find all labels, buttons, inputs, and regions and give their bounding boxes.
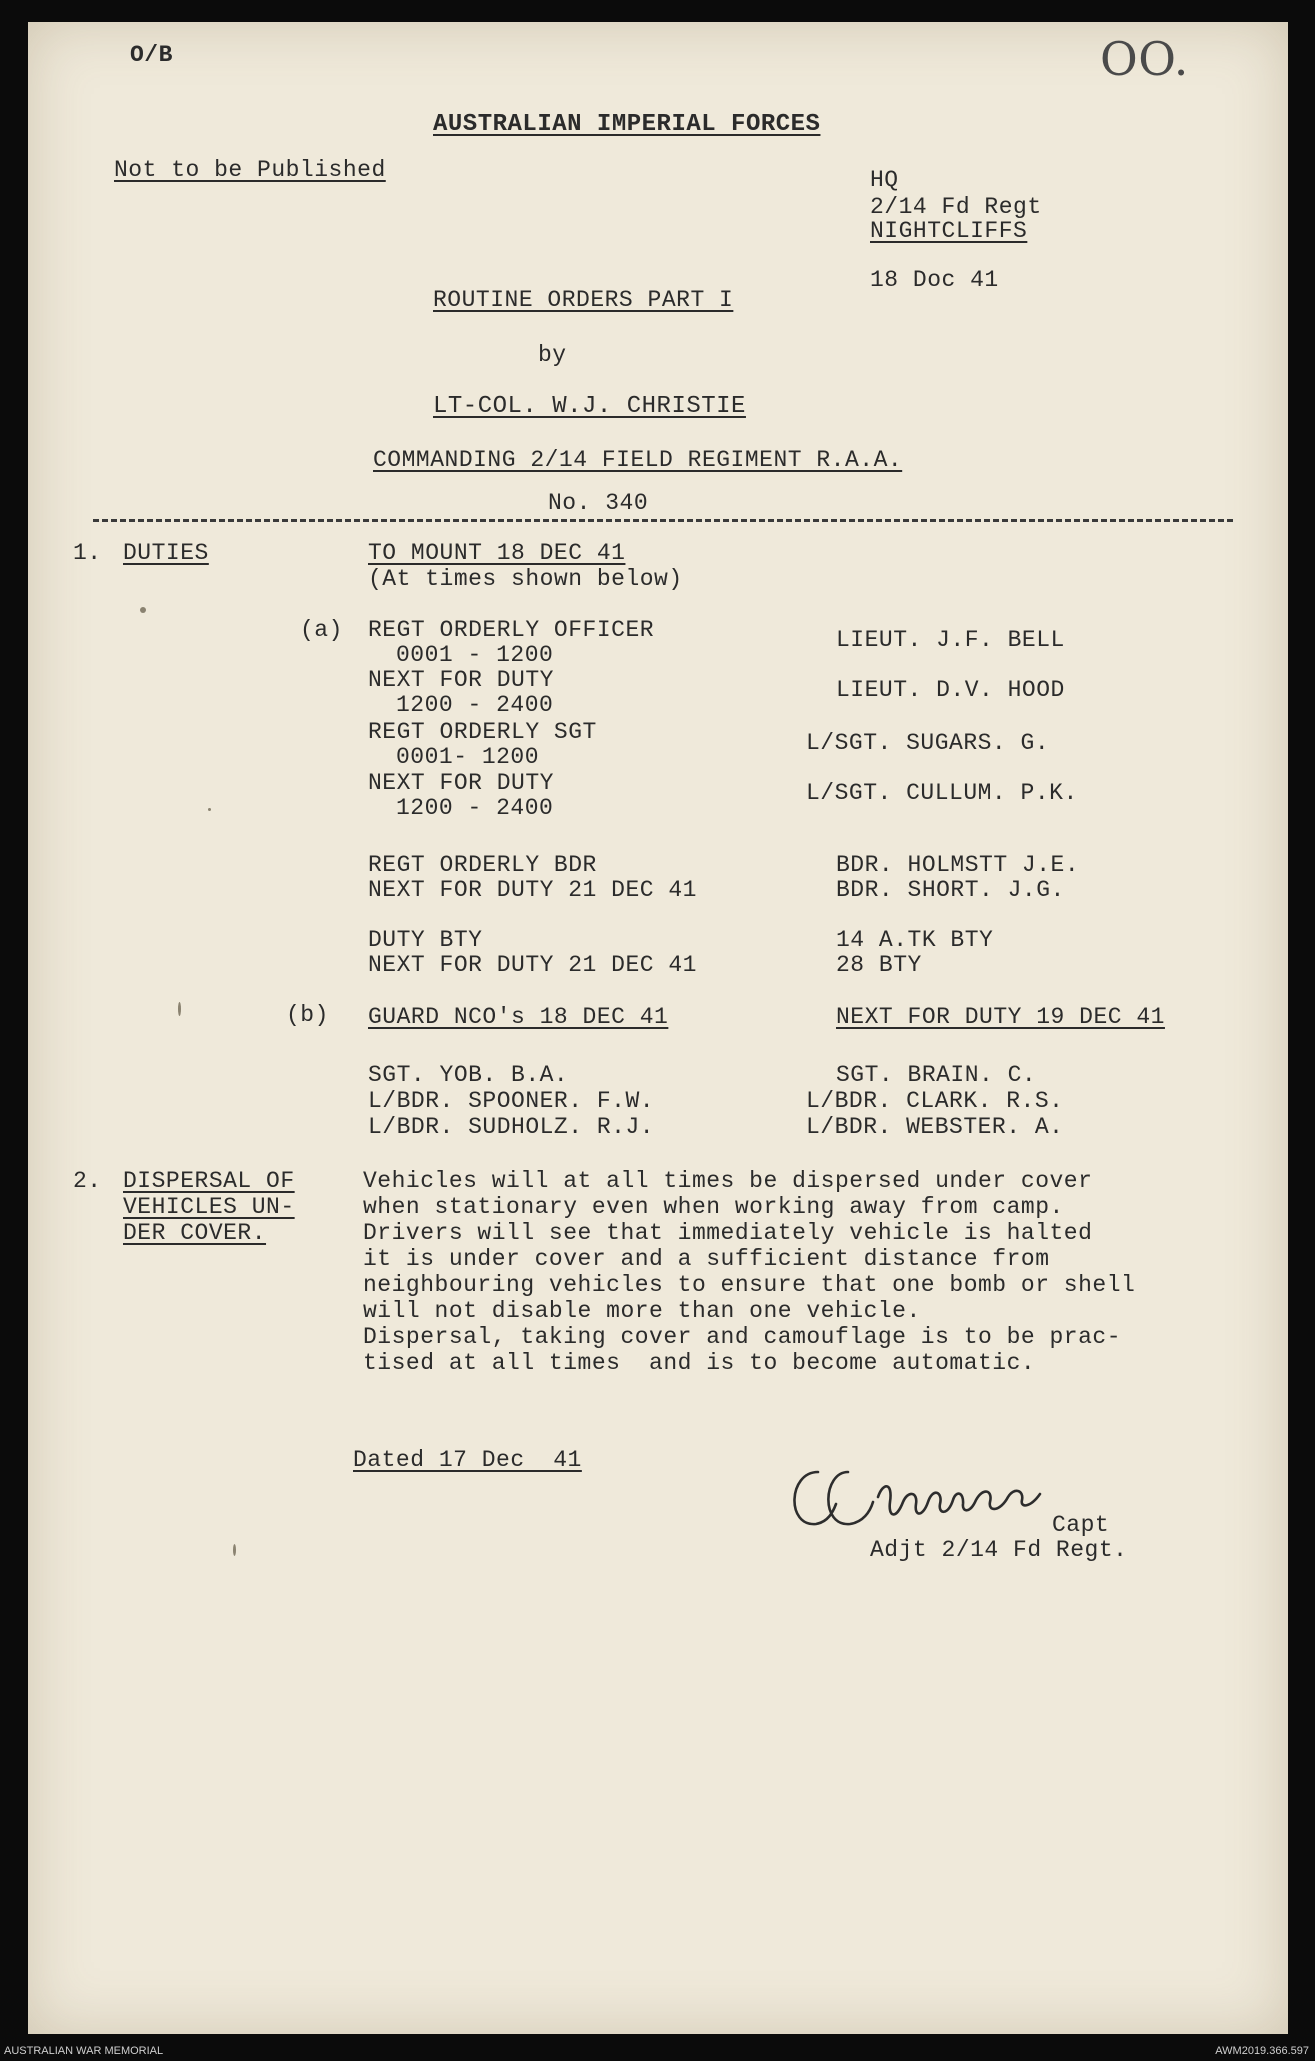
heading-line-3: LT-COL. W.J. CHRISTIE (433, 393, 746, 420)
section-2-label-1: DISPERSAL OF (123, 1168, 295, 1194)
signatory-rank: Capt (1052, 1512, 1110, 1538)
hq-line-1: HQ (870, 167, 899, 193)
guard-name-left: L/BDR. SPOONER. F.W. (368, 1088, 655, 1114)
bdr-role: REGT ORDERLY BDR (368, 852, 597, 878)
duty-name: LIEUT. J.F. BELL (836, 627, 1065, 653)
order-number: No. 340 (548, 490, 649, 516)
hq-line-3: NIGHTCLIFFS (870, 218, 1028, 244)
duty-time: 0001 - 1200 (396, 642, 554, 668)
dated-line: Dated 17 Dec 41 (353, 1447, 582, 1473)
sub-a-label: (a) (300, 617, 343, 643)
dispersal-line: Drivers will see that immediately vehicle is halted (363, 1220, 1093, 1246)
heading-line-4: COMMANDING 2/14 FIELD REGIMENT R.A.A. (373, 447, 903, 473)
duty-role: REGT ORDERLY OFFICER (368, 617, 655, 643)
document-page (28, 22, 1288, 2034)
heading-line-1: ROUTINE ORDERS PART I (433, 287, 734, 313)
credit-left: AUSTRALIAN WAR MEMORIAL (4, 2045, 164, 2057)
dispersal-line: it is under cover and a sufficient distance from (363, 1246, 1050, 1272)
dispersal-line: will not disable more than one vehicle. (363, 1298, 921, 1324)
heading-line-2: by (538, 342, 567, 368)
corner-mark: OO. (1100, 32, 1189, 86)
guard-name-right: L/BDR. WEBSTER. A. (806, 1114, 1064, 1140)
paper-speck (208, 808, 211, 811)
credit-right: AWM2019.366.597 (1215, 2045, 1309, 2057)
duty-time: 0001- 1200 (396, 744, 540, 770)
paper-speck (178, 1002, 181, 1016)
document-title: AUSTRALIAN IMPERIAL FORCES (433, 111, 821, 138)
section-2-label-2: VEHICLES UN- (123, 1194, 295, 1220)
document-date: 18 Doc 41 (870, 267, 999, 293)
dispersal-line: Vehicles will at all times be dispersed under cover (363, 1168, 1093, 1194)
signatory-role: Adjt 2/14 Fd Regt. (870, 1537, 1128, 1563)
guard-heading: GUARD NCO's 18 DEC 41 (368, 1004, 669, 1030)
bty-name-1: 14 A.TK BTY (836, 927, 994, 953)
dispersal-line: when stationary even when working away from camp. (363, 1194, 1064, 1220)
not-published-note: Not to be Published (114, 157, 386, 183)
separator-rule (93, 519, 1233, 522)
hq-line-2: 2/14 Fd Regt (870, 194, 1042, 220)
duty-role: NEXT FOR DUTY (368, 667, 554, 693)
guard-name-right: L/BDR. CLARK. R.S. (806, 1088, 1064, 1114)
duty-time: 1200 - 2400 (396, 795, 554, 821)
section-1-label: DUTIES (123, 540, 209, 566)
section-1-number: 1. (73, 540, 102, 566)
duty-role: NEXT FOR DUTY (368, 770, 554, 796)
bdr-name-1: BDR. HOLMSTT J.E. (836, 852, 1080, 878)
guard-name-left: SGT. YOB. B.A. (368, 1062, 569, 1088)
duty-name: L/SGT. SUGARS. G. (806, 730, 1050, 756)
dispersal-line: neighbouring vehicles to ensure that one bomb or shell (363, 1272, 1136, 1298)
guard-next-heading: NEXT FOR DUTY 19 DEC 41 (836, 1004, 1165, 1030)
sub-b-label: (b) (286, 1002, 329, 1028)
section-2-number: 2. (73, 1168, 102, 1194)
paper-speck (140, 607, 146, 613)
bdr-next: NEXT FOR DUTY 21 DEC 41 (368, 877, 697, 903)
bty-next: NEXT FOR DUTY 21 DEC 41 (368, 952, 697, 978)
to-mount-line: TO MOUNT 18 DEC 41 (368, 540, 626, 566)
dispersal-line: tised at all times and is to become automatic. (363, 1350, 1036, 1376)
guard-name-left: L/BDR. SUDHOLZ. R.J. (368, 1114, 655, 1140)
duty-time: 1200 - 2400 (396, 692, 554, 718)
bty-name-2: 28 BTY (836, 952, 922, 978)
duty-role: REGT ORDERLY SGT (368, 719, 597, 745)
bdr-name-2: BDR. SHORT. J.G. (836, 877, 1065, 903)
bty-role: DUTY BTY (368, 927, 483, 953)
guard-name-right: SGT. BRAIN. C. (836, 1062, 1037, 1088)
ob-mark: O/B (130, 42, 173, 68)
section-2-label-3: DER COVER. (123, 1220, 267, 1246)
dispersal-line: Dispersal, taking cover and camouflage is to be prac- (363, 1324, 1122, 1350)
times-note: (At times shown below) (368, 566, 683, 592)
duty-name: LIEUT. D.V. HOOD (836, 677, 1065, 703)
duty-name: L/SGT. CULLUM. P.K. (806, 780, 1078, 806)
paper-speck (233, 1544, 236, 1556)
